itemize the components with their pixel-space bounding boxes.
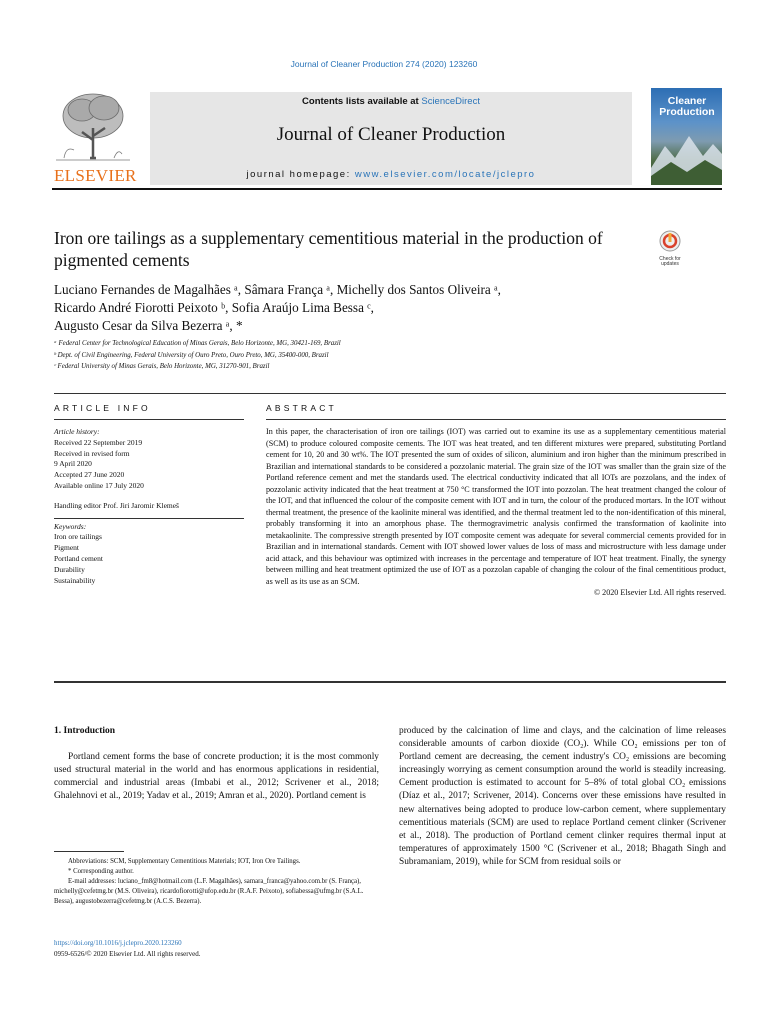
affiliations xyxy=(54,338,674,373)
issn-line: 0959-6526/© 2020 Elsevier Ltd. All rights reserved. xyxy=(54,949,201,958)
footnote-emails: E-mail addresses: luciano_fm8@hotmail.com (L.F. Magalhães), samara_franca@yahoo.com.br (S. França), michelly@cefetmg.br (M.S. Oliveira), ricardofiorotti@ufop.edu.br (R.A.F. Peixoto), sofiabessa@ufmg.br (S.A.L. Bessa), augustobezerra@cefetmg.br (A.C.S. Bezerra). xyxy=(54,878,364,905)
history-online: Available online 17 July 2020 xyxy=(54,480,144,490)
elsevier-wordmark: ELSEVIER xyxy=(54,166,137,185)
journal-title: Journal of Cleaner Production xyxy=(276,124,506,145)
footnote-abbreviations: Abbreviations: SCM, Supplementary Cementitious Materials; IOT, Iron Ore Tailings. xyxy=(68,858,301,865)
article-title: Iron ore tailings as a supplementary cementitious material in the production of pigmented cements xyxy=(54,228,603,270)
keyword-item: Pigment xyxy=(54,543,80,553)
journal-citation[interactable]: Journal of Cleaner Production 274 (2020) 123260 xyxy=(290,59,478,69)
check-for-updates-badge[interactable] xyxy=(650,230,690,266)
abstract-text: In this paper, the characterisation of iron ore tailings (IOT) was carried out to examine its use as a supplementary cementitious material (SCM) to produce coloured composite cements. The IOT was heat treated, and ten different mixtures were prepared, substituting Portland cement for 10, 20 and 30 wt%. The IOT presented the sum of oxides of silicon, aluminium and iron higher than the minimum prescribed in Brazilian and international standards to be considered a pozzolanic material. The grain size of the IOT was smaller than the grain size of the Portland reference cement and met the standards used. The electrical conductivity indicated that all IOTs are pozzolans, and the index of pozzolanic activity indicated that the heat treatment at 750 °C transformed the IOT into pozzolan. The heat treatment changed the colour of the IOT, and that influenced the colour of the composite cement with IOT and in turn, the colour of the produced mortars. In the IOT without thermal treatment, the presence of the kaolinite mineral was identified, and the thermal treatment led to the non-identification of this mineral, probably transforming it into an amorphous phase. The thermogravimetric analysis confirmed the transformation of kaolinite into metakaolinite. The compressive strength presented by IOT composite cement was adequate for several commercial cements provided for in Brazilian and in international standards. Cement with IOT showed lower values de loss of mass and microstructure with less damage under acid attack, and this behaviour was optimized with increases in the percentage and temperature of IOT heat treatment. Finally, the synergy between milling and heat treatment optimized the use of IOT as a pozzolan capable of changing the colour of the final cementitious product, as well as its use as an SCM. xyxy=(266,427,726,586)
authors-line-1: Luciano Fernandes de Magalhães ᵃ, Sâmara França ᵃ, Michelly dos Santos Oliveira ᵃ, xyxy=(54,282,501,297)
check-updates-icon xyxy=(659,230,681,252)
masthead-divider xyxy=(52,188,722,190)
journal-cover-image xyxy=(651,88,722,185)
cover-title-line2: Production xyxy=(659,106,715,118)
journal-homepage xyxy=(150,169,632,180)
homepage-link[interactable]: www.elsevier.com/locate/jclepro xyxy=(354,169,536,180)
doi-block xyxy=(54,938,374,959)
keyword-item: Portland cement xyxy=(54,553,103,563)
article-info-heading: ARTICLE INFO xyxy=(54,403,151,413)
keyword-item: Durability xyxy=(54,564,85,574)
elsevier-tree-logo xyxy=(52,88,137,185)
journal-masthead xyxy=(52,88,722,185)
abstract-copyright: © 2020 Elsevier Ltd. All rights reserved. xyxy=(593,588,726,597)
keywords-label: Keywords: xyxy=(54,521,87,531)
affiliation-divider xyxy=(54,393,726,394)
journal-banner xyxy=(150,92,632,185)
keyword-item: Sustainability xyxy=(54,575,96,585)
affiliation-a: ᵃ Federal Center for Technological Education of Minas Gerais, Belo Horizonte, MG, 30421-169, Brazil xyxy=(54,340,341,347)
doi-link[interactable]: https://doi.org/10.1016/j.jclepro.2020.123260 xyxy=(54,939,182,947)
abstract-rule xyxy=(266,419,726,420)
affiliation-c: ᶜ Federal University of Minas Gerais, Belo Horizonte, MG, 31270-901, Brazil xyxy=(54,363,270,371)
history-revised-date: 9 April 2020 xyxy=(54,459,92,469)
author-list xyxy=(54,281,654,336)
footnote-corresponding: * Corresponding author. xyxy=(68,868,134,875)
intro-paragraph-continued: produced by the calcination of lime and clays, and the calcination of lime releases considerable amounts of carbon dioxide (CO₂). While CO₂ emissions per ton of Portland cement are decreasing, the cement industry's CO₂ emissions are becoming increasingly worrying as cement consumption around the world is steadily increasing. Cement production is estimated to account for 5–8% of total global CO₂ emissions (Díaz et al., 2017; Scrivener, 2014). Concerns over these emissions have resulted in new alternatives being adopted to produce low-carbon cement, where supplementary cementitious materials (SCM) are used to replace Portland cement clinker (Scrivener et al., 2018). The production of Portland cement clinker requires thermal input at temperatures of approximately 1500 °C (Scrivener et al., 2018; Bhagath Singh and Subramaniam, 2019), while for SCM from residual soils or xyxy=(399,726,726,867)
history-revised-label: Received in revised form xyxy=(54,448,130,458)
article-info-rule xyxy=(54,419,244,420)
cover-title-line1: Cleaner xyxy=(667,95,707,107)
sciencedirect-link[interactable]: ScienceDirect xyxy=(421,96,480,107)
handling-editor: Handling editor Prof. Jiri Jaromir Klemeš xyxy=(54,500,179,510)
section-heading-introduction: 1. Introduction xyxy=(54,726,116,736)
body-column-left xyxy=(54,751,379,803)
homepage-prefix: journal homepage: xyxy=(246,169,355,180)
affiliation-b: ᵇ Dept. of Civil Engineering, Federal University of Ouro Preto, Ouro Preto, MG, 35400-000, Brazil xyxy=(54,351,329,359)
article-info-panel xyxy=(54,427,244,586)
abstract-heading: ABSTRACT xyxy=(266,403,337,413)
abstract-body xyxy=(266,426,726,599)
check-updates-label: Check for updates xyxy=(659,256,681,267)
contents-prefix: Contents lists available at xyxy=(302,96,422,107)
abstract-divider xyxy=(54,681,726,683)
intro-paragraph: Portland cement forms the base of concrete production; it is the most commonly used structural material in the world and has enormous applications in residential, commercial and industrial areas (Imbabi et al., 2012; Scrivener et al., 2018; Ghalehnovi et al., 2019; Yadav et al., 2019; Amran et al., 2020). Portland cement is xyxy=(54,752,379,802)
history-accepted: Accepted 27 June 2020 xyxy=(54,470,125,480)
body-column-right xyxy=(399,725,726,869)
footnotes xyxy=(54,851,380,907)
authors-line-3: Augusto Cesar da Silva Bezerra ᵃ, * xyxy=(54,318,243,334)
keyword-item: Iron ore tailings xyxy=(54,532,102,542)
authors-line-2: Ricardo André Fiorotti Peixoto ᵇ, Sofia Araújo Lima Bessa ᶜ, xyxy=(54,300,374,316)
history-label: Article history: xyxy=(54,427,100,436)
history-received: Received 22 September 2019 xyxy=(54,437,143,447)
contents-line xyxy=(150,96,632,107)
